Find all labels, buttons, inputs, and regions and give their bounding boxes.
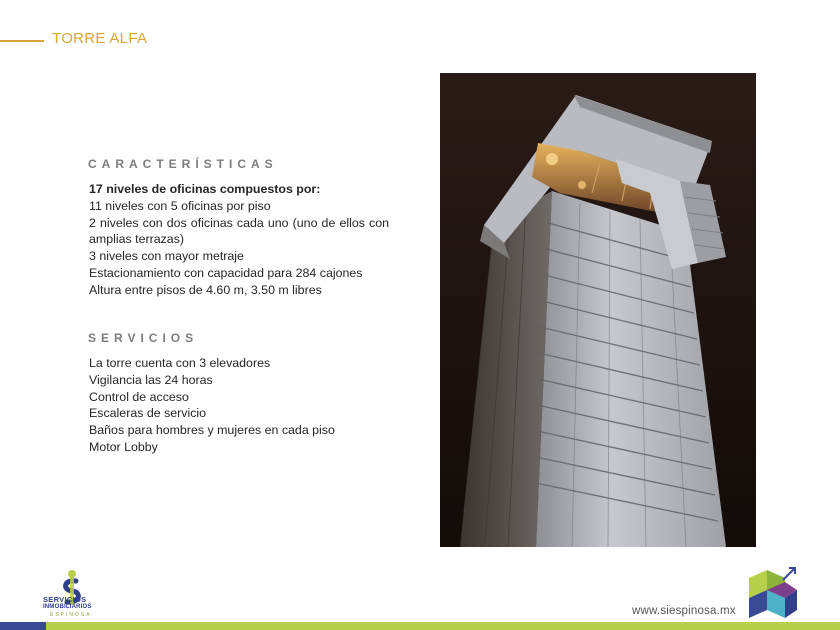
page-title: TORRE ALFA [52, 30, 148, 47]
list-item: Altura entre pisos de 4.60 m, 3.50 m libres [89, 282, 322, 297]
logo-text-line1: SERVICIOS [43, 595, 87, 604]
logo-text-line3: ESPINOSA [50, 612, 92, 618]
building-photo [440, 73, 756, 547]
list-item: Motor Lobby [89, 439, 158, 454]
footer-bar-green [46, 622, 114, 630]
logo-text-line2: INMOBILIARIOS [43, 604, 92, 610]
footer-bar-blue [0, 622, 46, 630]
list-item: 3 niveles con mayor metraje [89, 249, 244, 264]
company-logo [42, 556, 102, 620]
list-item: 17 niveles de oficinas compuestos por: [89, 182, 321, 196]
servicios-heading: SERVICIOS [88, 331, 199, 345]
list-item: Baños para hombres y mujeres en cada piso [89, 423, 335, 438]
list-item: Vigilancia las 24 horas [89, 372, 213, 387]
list-item: Control de acceso [89, 389, 189, 404]
list-item: La torre cuenta con 3 elevadores [89, 356, 271, 370]
footer-bar [0, 622, 840, 630]
cube-logo-icon [745, 566, 801, 618]
caracteristicas-list [89, 181, 389, 299]
caracteristicas-heading: CARACTERÍSTICAS [88, 157, 278, 171]
list-item: Estacionamiento con capacidad para 284 cajones [89, 265, 363, 280]
list-item: 11 niveles con 5 oficinas por piso [89, 198, 271, 213]
servicios-list [89, 355, 389, 456]
list-item: 2 niveles con dos oficinas cada uno (uno de ellos con amplias terrazas) [89, 215, 389, 247]
website-url[interactable]: www.siespinosa.mx [632, 605, 736, 617]
tower-illustration [440, 73, 756, 547]
list-item: Escaleras de servicio [89, 406, 207, 421]
header-line [0, 40, 44, 42]
